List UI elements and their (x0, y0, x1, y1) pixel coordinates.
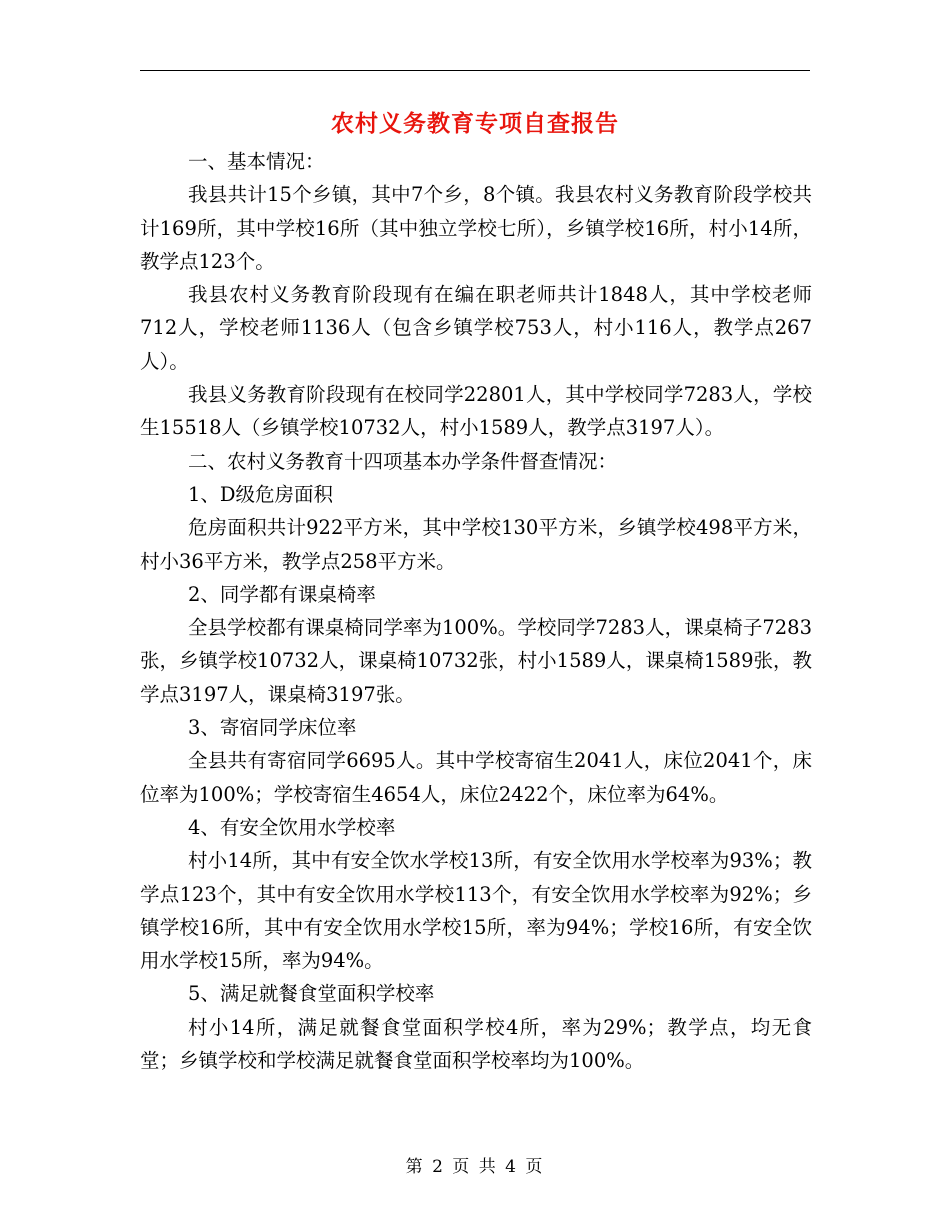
paragraph-canteen: 村小14所，满足就餐食堂面积学校4所，率为29%；教学点，均无食堂；乡镇学校和学校满足就餐食堂面积学校率均为100%。 (140, 1015, 812, 1073)
document-title: 农村义务教育专项自查报告 (331, 110, 619, 137)
subheading-drinking-water: 4、有安全饮用水学校率 (188, 815, 396, 839)
subheading-canteen: 5、满足就餐食堂面积学校率 (188, 982, 435, 1006)
section-heading-inspection: 二、农村义务教育十四项基本办学条件督查情况： (188, 449, 618, 473)
subheading-desks-chairs: 2、同学都有课桌椅率 (188, 582, 376, 606)
document-body (140, 145, 812, 1077)
paragraph-boarding-beds: 全县共有寄宿同学6695人。其中学校寄宿生2041人，床位2041个，床位率为100%；学校寄宿生4654人，床位2422个，床位率为64%。 (140, 749, 812, 806)
section-heading-basic-info: 一、基本情况： (188, 150, 325, 173)
paragraph-students: 我县义务教育阶段现有在校同学22801人，其中学校同学7283人，学校生15518人（乡镇学校10732人，村小1589人，教学点3197人）。 (140, 383, 812, 440)
paragraph-desks-chairs: 全县学校都有课桌椅同学率为100%。学校同学7283人，课桌椅子7283张，乡镇学校10732人，课桌椅10732张，村小1589人，课桌椅1589张，教学点3197人，课桌椅3197张。 (140, 616, 812, 706)
header-rule (140, 70, 810, 71)
paragraph-drinking-water: 村小14所，其中有安全饮水学校13所，有安全饮用水学校率为93%；教学点123个，其中有安全饮用水学校113个，有安全饮用水学校率为92%；乡镇学校16所，其中有安全饮用水学校15所，率为94%；学校16所，有安全饮用水学校15所，率为94%。 (140, 849, 812, 973)
page-number: 第 2 页 共 4 页 (405, 1157, 545, 1177)
paragraph-dangerous-buildings: 危房面积共计922平方米，其中学校130平方米，乡镇学校498平方米，村小36平方米，教学点258平方米。 (140, 516, 812, 573)
paragraph-teachers: 我县农村义务教育阶段现有在编在职老师共计1848人，其中学校老师712人，学校老师1136人（包含乡镇学校753人，村小116人，教学点267人）。 (140, 283, 812, 373)
subheading-boarding-beds: 3、寄宿同学床位率 (188, 716, 357, 740)
subheading-dangerous-buildings: 1、D级危房面积 (188, 482, 334, 506)
paragraph-townships: 我县共计15个乡镇，其中7个乡，8个镇。我县农村义务教育阶段学校共计169所，其中学校16所（其中独立学校七所），乡镇学校16所，村小14所，教学点123个。 (140, 183, 812, 273)
